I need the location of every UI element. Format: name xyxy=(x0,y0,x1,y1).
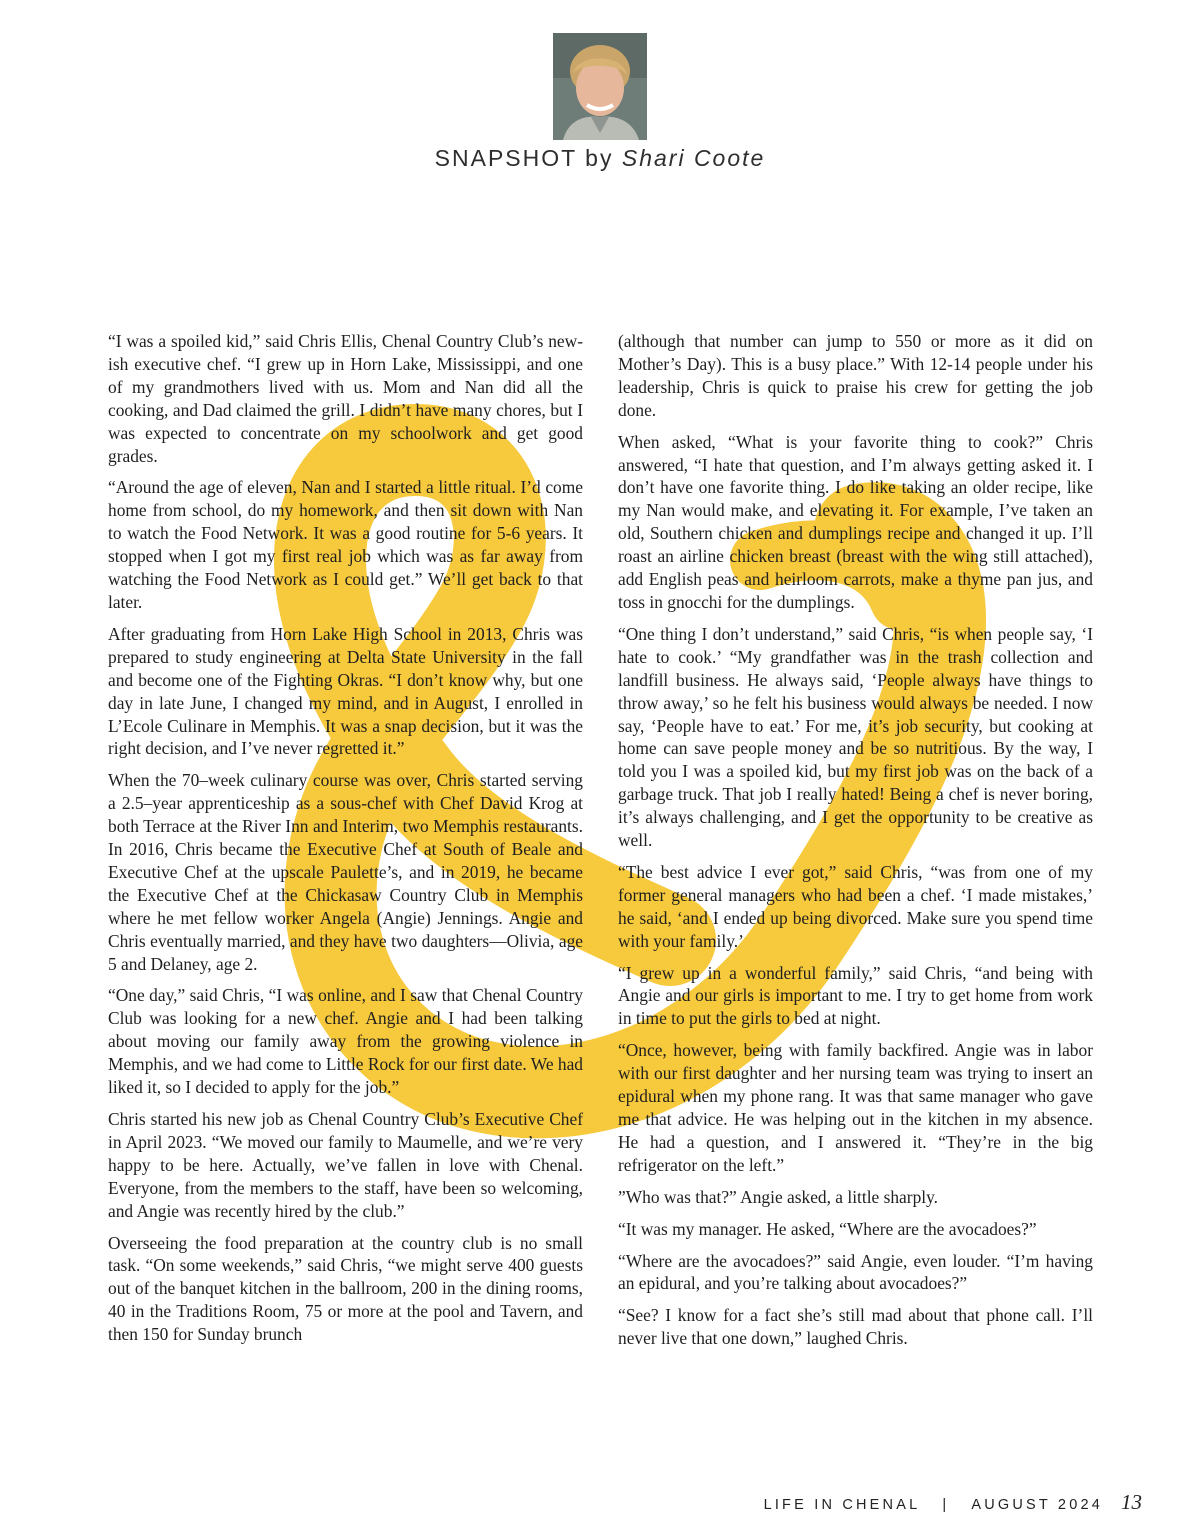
paragraph: “It was my manager. He asked, “Where are the avocadoes?” xyxy=(618,1218,1037,1239)
article-column-left xyxy=(108,330,583,1355)
paragraph: When the 70–week culinary course was over, Chris started serving a 2.5–year apprenticeship as a sous-chef with Chef David Krog at both Terrace at the River Inn and Interim, two Memphis restaurants. In 2016, Chris became the Executive Chef at South of Beale and Executive Chef at the upscale Paulette’s, and in 2019, he became the Executive Chef at the Chickasaw Country Club in Memphis where he met fellow worker Angela (Angie) Jennings. Angie and Chris eventually married, and they have two daughters—Olivia, age 5 and Delaney, age 2. xyxy=(108,770,583,974)
page-footer xyxy=(764,1490,1142,1515)
article-column-right xyxy=(618,330,1093,1359)
footer-issue: AUGUST 2024 xyxy=(971,1497,1103,1513)
page-number: 13 xyxy=(1121,1490,1142,1514)
author-photo xyxy=(553,33,647,140)
paragraph: ”Who was that?” Angie asked, a little sharply. xyxy=(618,1186,939,1207)
paragraph: “Once, however, being with family backfired. Angie was in labor with our first daughter and her nursing team was trying to insert an epidural when my phone rang. It was that same manager who gave me that advice. He was helping out in the kitchen in my absence. He had a question, and I answered it. “They’re in the big refrigerator on the left.” xyxy=(618,1040,1093,1175)
paragraph: (although that number can jump to 550 or more as it did on Mother’s Day). This is a busy place.” With 12-14 people under his leadership, Chris is quick to praise his crew for getting the job done. xyxy=(618,331,1093,420)
paragraph: When asked, “What is your favorite thing to cook?” Chris answered, “I hate that question, and I’m always getting asked it. I don’t have one favorite thing. I do like taking an older recipe, like my Nan would make, and elevating it. For example, I’ve taken an old, Southern chicken and dumplings recipe and changed it up. I’ll roast an airline chicken breast (breast with the wing still attached), add English peas and heirloom carrots, make a thyme pan jus, and toss in gnocchi for the dumplings. xyxy=(618,431,1093,612)
header-label: SNAPSHOT by xyxy=(434,145,614,171)
footer-publication: LIFE IN CHENAL xyxy=(763,1497,921,1513)
section-header xyxy=(0,145,1200,172)
paragraph: “See? I know for a fact she’s still mad about that phone call. I’ll never live that one down,” laughed Chris. xyxy=(618,1305,1093,1349)
paragraph: Overseeing the food preparation at the country club is no small task. “On some weekends,” said Chris, “we might serve 400 guests out of the banquet kitchen in the ballroom, 200 in the dining rooms, 40 in the Traditions Room, 75 or more at the pool and Tavern, and then 150 for Sunday brunch xyxy=(108,1232,583,1345)
paragraph: After graduating from Horn Lake High School in 2013, Chris was prepared to study engineering at Delta State University in the fall and become one of the Fighting Okras. “I don’t know why, but one day in late June, I changed my mind, and in August, I enrolled in L’Ecole Culinare in Memphis. It was a snap decision, but it was the right decision, and I’ve never regretted it.” xyxy=(108,623,583,759)
paragraph: “Around the age of eleven, Nan and I started a little ritual. I’d come home from school, do my homework, and then sit down with Nan to watch the Food Network. It was a good routine for 5-6 years. It stopped when I got my first real job which was as far away from watching the Food Network as I could get.” We’ll get back to that later. xyxy=(108,477,583,612)
paragraph: “I grew up in a wonderful family,” said Chris, “and being with Angie and our girls is important to me. I try to get home from work in time to put the girls to bed at night. xyxy=(618,962,1093,1029)
header-author: Shari Coote xyxy=(621,145,766,171)
paragraph: Chris started his new job as Chenal Country Club’s Executive Chef in April 2023. “We moved our family to Maumelle, and we’re very happy to be here. Actually, we’ve fallen in love with Chenal. Everyone, from the members to the staff, have been so welcoming, and Angie was recently hired by the club.” xyxy=(108,1109,583,1221)
paragraph: “One day,” said Chris, “I was online, and I saw that Chenal Country Club was looking for a new chef. Angie and I had been talking about moving our family away from the growing violence in Memphis, and we had come to Little Rock for our first date. We had liked it, so I decided to apply for the job.” xyxy=(108,985,583,1098)
paragraph: “One thing I don’t understand,” said Chris, “is when people say, ‘I hate to cook.’ “My grandfather was in the trash collection and landfill business. He always said, ‘People always have things to throw away,’ so he felt his business would always be needed. I now say, ‘People have to eat.’ For me, it’s job security, but cooking at home can save people money and be so nutritious. By the way, I told you I was a spoiled kid, but my first job was on the back of a garbage truck. That job I really hated! Being a chef is never boring, it’s always challenging, and I get the opportunity to be creative as well. xyxy=(618,623,1093,851)
footer-separator: | xyxy=(942,1497,950,1513)
paragraph: “The best advice I ever got,” said Chris, “was from one of my former general managers who had been a chef. ‘I made mistakes,’ he said, ‘and I ended up being divorced. Make sure you spend time with your family.’ xyxy=(618,861,1093,951)
paragraph: “Where are the avocadoes?” said Angie, even louder. “I’m having an epidural, and you’re talking about avocadoes?” xyxy=(618,1250,1093,1294)
paragraph: “I was a spoiled kid,” said Chris Ellis, Chenal Country Club’s new-ish executive chef. “I grew up in Horn Lake, Mississippi, and one of my grandmothers lived with us. Mom and Nan did all the cooking, and Dad claimed the grill. I didn’t have many chores, but I was expected to concentrate on my schoolwork and get good grades. xyxy=(108,331,583,466)
